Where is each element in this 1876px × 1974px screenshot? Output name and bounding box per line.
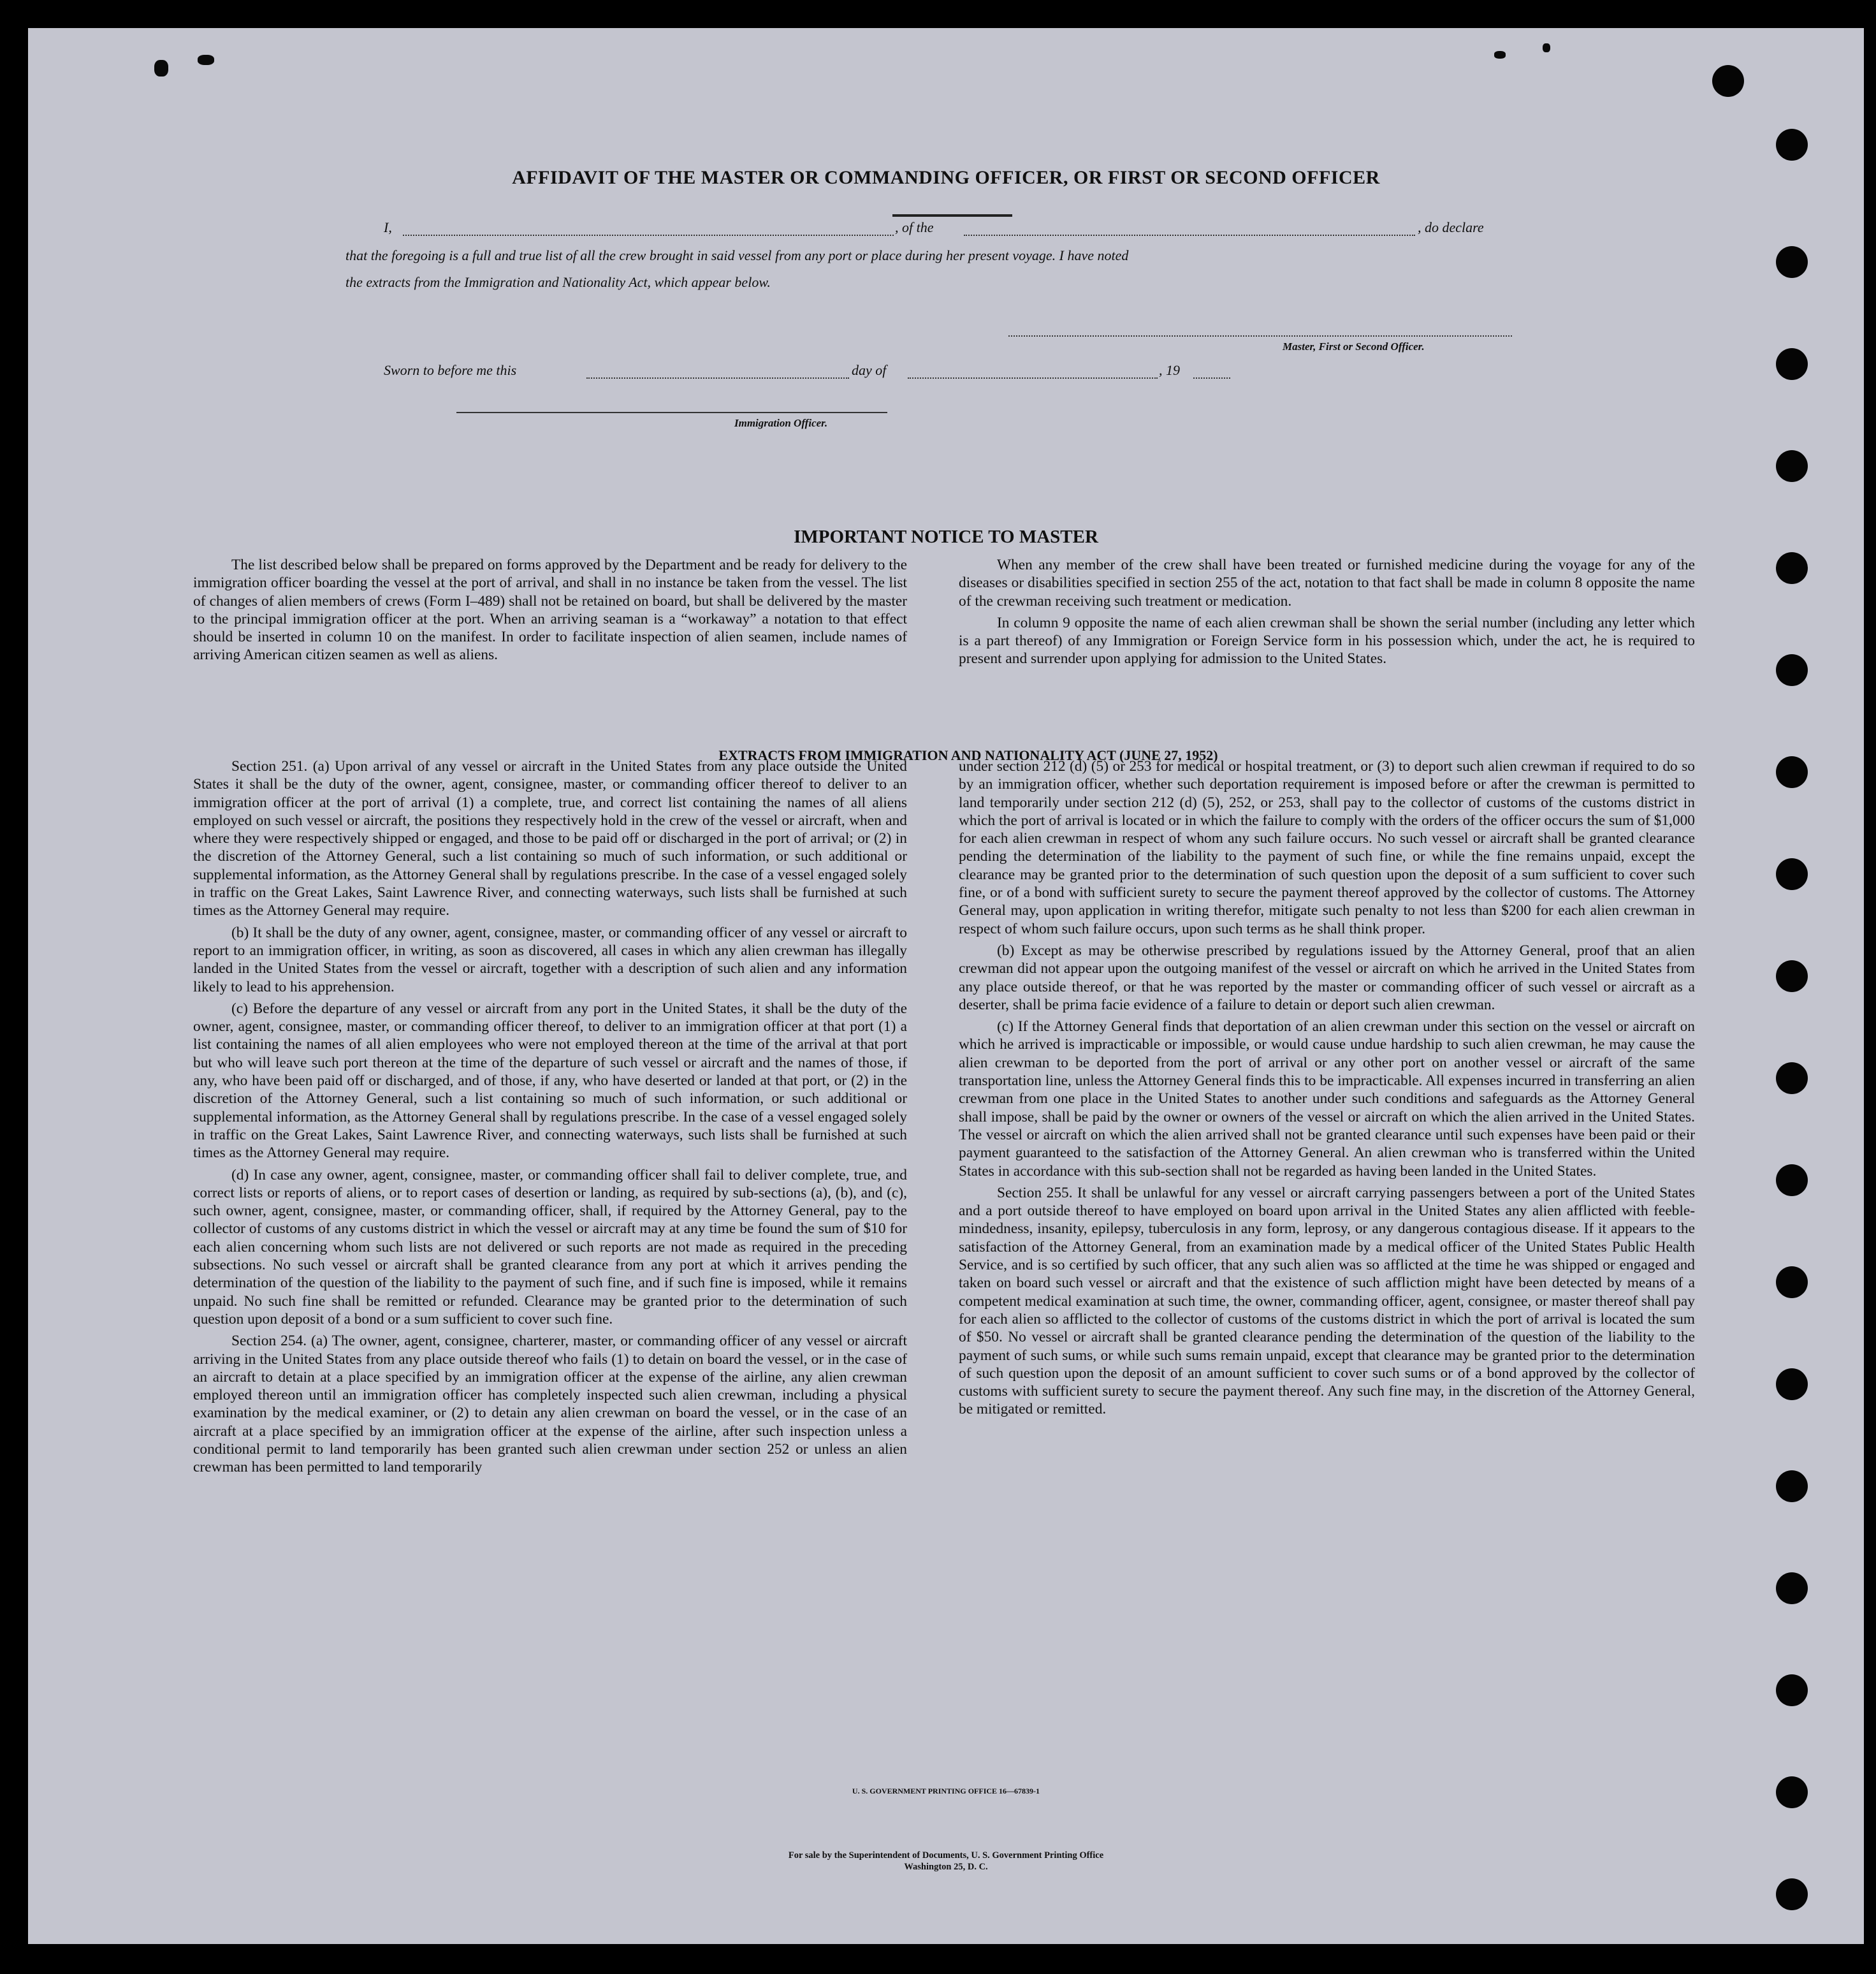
extracts-left-column xyxy=(193,757,907,1480)
sworn-year-field[interactable] xyxy=(1193,377,1230,379)
binder-hole xyxy=(1776,654,1808,686)
notice-right-column xyxy=(959,556,1695,672)
extract-paragraph: (d) In case any owner, agent, consignee, master, or commanding officer shall fail to deliver complete, true, and correct lists or reports of aliens, or to report cases of desertion or landing, as required by sub-sections (a), (b), and (c), such owner, agent, consignee, master, or commanding officer, shall, if required by the Attorney General, pay to the collector of customs of any customs district in which the vessel or aircraft may at any time be found the sum of $10 for each alien concerning whom such lists are not delivered or such reports are not made as required in the preceding subsections. No such vessel or aircraft shall be granted clearance from any port at which it arrives pending the determination of the question of the liability to the payment of such fine, and if such fine is imposed, while it remains unpaid. No such fine shall be remitted or refunded. Clearance may be granted prior to the determination of such question upon deposit of a bond or a sum sufficient to cover such fine. xyxy=(193,1166,907,1327)
ink-speck xyxy=(1543,43,1550,52)
extract-paragraph: (c) If the Attorney General finds that deportation of an alien crewman under this section on the vessel or aircraft on which he arrived is impracticable or impossible, or would cause undue hardship to such alien crewman, he may cause the alien crewman to be deported from the port of arrival or any other port on another vessel or aircraft of the same transportation line, unless the Attorney General finds this to be impracticable. All expenses incurred in transferring an alien crewman from one place in the United States to another under such conditions and safeguards as the Attorney General shall impose, shall be paid by the owner or owners of the vessel or aircraft on which the alien arrived in the United States. The vessel or aircraft on which the alien arrived shall not be granted clearance until such expenses have been paid or their payment guaranteed to the satisfaction of the Attorney General. An alien crewman who is transferred within the United States in accordance with this sub-section shall not be regarded as having been landed in the United States. xyxy=(959,1018,1695,1180)
notice-left-column xyxy=(193,556,907,668)
ink-speck xyxy=(1494,51,1506,59)
binder-hole xyxy=(1776,450,1808,482)
of-the-label: , of the xyxy=(895,219,934,235)
master-signature-field[interactable] xyxy=(1008,335,1512,337)
binder-hole xyxy=(1776,1470,1808,1502)
day-of-label: day of xyxy=(852,362,887,378)
printing-office-imprint: U. S. GOVERNMENT PRINTING OFFICE 16—67839-1 xyxy=(852,1787,1040,1795)
binder-hole xyxy=(1776,1266,1808,1298)
vessel-name-field[interactable] xyxy=(964,235,1415,236)
document-page xyxy=(28,28,1864,1944)
affidavit-line-2: that the foregoing is a full and true list of all the crew brought in said vessel from any port or place during her present voyage. I have noted xyxy=(345,247,1129,263)
sworn-label: Sworn to before me this xyxy=(384,362,517,378)
declarant-name-field[interactable] xyxy=(403,235,894,236)
extract-paragraph: Section 251. (a) Upon arrival of any vessel or aircraft in the United States from any place outside the United States it shall be the duty of the owner, agent, consignee, master, or commanding officer thereof to deliver to an immigration officer at the port of arrival (1) a complete, true, and correct list containing the names of all aliens employed on such vessel or aircraft, the positions they respectively hold in the crew of the vessel or aircraft, when and where they were respectively shipped or engaged, and those to be paid off or discharged in the port of arrival; or (2) in the discretion of the Attorney General, such a list containing so much of such information, or such additional or supplemental information, as the Attorney General shall by regulations prescribe. In the case of a vessel engaged solely in traffic on the Great Lakes, Saint Lawrence River, and connecting waterways, such lists shall be furnished at such times as the Attorney General may require. xyxy=(193,758,907,919)
extract-paragraph: Section 255. It shall be unlawful for any vessel or aircraft carrying passengers between a port of the United States and a port outside thereof to have employed on board upon arrival in the United States any alien afflicted with feeble-mindedness, insanity, epilepsy, tuberculosis in any form, leprosy, or any dangerous contagious disease. If it appears to the satisfaction of the Attorney General, from an examination made by a medical officer of the United States Public Health Service, and is so certified by such officer, that any such alien was so afflicted at the time he was shipped or engaged and taken on board such vessel or aircraft and that the existence of such affliction might have been detected by means of a competent medical examination at such time, the owner, commanding officer, agent, consignee, or master thereof shall pay for each alien so afflicted to the collector of customs of the customs district in which the port of arrival is located the sum of $50. No vessel or aircraft shall be granted clearance pending the determination of the question of the liability to the payment of such sums, or while such sums remain unpaid, except that clearance may be granted prior to the determination of such question upon the deposit of an amount sufficient to cover such sums or of a bond approved by the collector of customs with sufficient surety to secure the payment thereof. Any such fine may, in the discretion of the Attorney General, be mitigated or remitted. xyxy=(959,1184,1695,1418)
do-declare-label: , do declare xyxy=(1418,219,1484,235)
binder-hole xyxy=(1776,1674,1808,1706)
binder-hole xyxy=(1776,552,1808,584)
officer-signature-field[interactable] xyxy=(456,412,887,413)
title-rule xyxy=(892,214,1012,217)
binder-hole xyxy=(1712,65,1744,97)
extracts-right-column xyxy=(959,757,1695,1422)
footer-line-1: For sale by the Superintendent of Documents, U. S. Government Printing Office xyxy=(788,1850,1104,1861)
extract-paragraph: (b) It shall be the duty of any owner, agent, consignee, master, or commanding officer of any vessel or aircraft to report to an immigration officer, in writing, as soon as discovered, all cases in which any alien crewman has illegally landed in the United States from the vessel or aircraft, together with a description of such alien and any information likely to lead to his apprehension. xyxy=(193,924,907,995)
officer-signature-caption: Immigration Officer. xyxy=(734,417,828,429)
declarant-label: I, xyxy=(384,219,392,235)
sales-footer xyxy=(28,1850,1864,1873)
binder-hole xyxy=(1776,1062,1808,1094)
affidavit-title: AFFIDAVIT OF THE MASTER OR COMMANDING OFFICER, OR FIRST OR SECOND OFFICER xyxy=(512,167,1380,188)
notice-paragraph: In column 9 opposite the name of each alien crewman shall be shown the serial number (including any letter which is a part thereof) of any Immigration or Foreign Service form in his possession which, under the act, he is required to present and surrender upon applying for admission to the United States. xyxy=(959,614,1695,668)
ink-speck xyxy=(198,55,214,65)
binder-hole xyxy=(1776,1368,1808,1400)
extract-paragraph: under section 212 (d) (5) or 253 for medical or hospital treatment, or (3) to deport such alien crewman if required to do so by an immigration officer, whether such deportation requirement is imposed before or after the crewman is permitted to land temporarily under section 212 (d) (5), 252, or 253, shall pay to the collector of customs of the customs district in which the port of arrival is located or in which the failure to comply with the orders of the officer occurs the sum of $1,000 for each alien crewman in respect of whom any such failure occurs. No such vessel or aircraft shall be granted clearance pending the determination of the liability to the payment of such fine, or while the fine remains unpaid, except the clearance may be granted prior to the determination of such question upon the deposit of a sum sufficient to cover such fine, or of a bond with sufficient surety to secure the payment thereof approved by the collector of customs. The Attorney General may, upon application in writing therefor, mitigate such penalty to not less than $200 for each alien crewman in respect of whom such failure occurs, upon such terms as he shall think proper. xyxy=(959,758,1695,937)
binder-hole xyxy=(1776,1164,1808,1196)
ink-speck xyxy=(154,60,168,77)
extracts-title: EXTRACTS FROM IMMIGRATION AND NATIONALITY ACT (JUNE 27, 1952) xyxy=(718,747,1218,763)
extract-paragraph: (b) Except as may be otherwise prescribed by regulations issued by the Attorney General, proof that an alien crewman did not appear upon the outgoing manifest of the vessel or aircraft on which he arrived in the United States from any place outside thereof, or that he was reported by the master or commanding officer of such vessel or aircraft as a deserter, shall be prima facie evidence of a failure to detain or deport such alien crewman. xyxy=(959,942,1695,1013)
binder-hole xyxy=(1776,246,1808,278)
notice-title: IMPORTANT NOTICE TO MASTER xyxy=(794,527,1098,547)
notice-paragraph: The list described below shall be prepared on forms approved by the Department and be ready for delivery to the immigration officer boarding the vessel at the port of arrival, and shall in no instance be taken from the vessel. The list of changes of alien members of crews (Form I–489) shall not be retained on board, but shall be delivered by the master to the principal immigration officer at the port. When an arriving seaman is a “workaway” a notation to that effect should be inserted in column 10 on the manifest. In order to facilitate inspection of alien seamen, include names of arriving American citizen seamen as well as aliens. xyxy=(193,557,907,664)
binder-hole xyxy=(1776,858,1808,890)
sworn-month-field[interactable] xyxy=(908,377,1158,379)
extract-paragraph: Section 254. (a) The owner, agent, consignee, charterer, master, or commanding officer of any vessel or aircraft arriving in the United States from any place outside thereof who fails (1) to detain on board the vessel, or in the case of an aircraft to detain at a place specified by an immigration officer at the expense of the airline, any alien crewman employed thereon until an immigration officer has completely inspected such alien crewman, including a physical examination by the medical examiner, or (2) to detain any alien crewman on board the vessel, or in the case of an aircraft at a place specified by an immigration officer at the expense of the airline, after such inspection unless a conditional permit to land temporarily has been granted such alien crewman under section 252 or unless an alien crewman has been permitted to land temporarily xyxy=(193,1333,907,1476)
binder-hole xyxy=(1776,1572,1808,1604)
master-signature-caption: Master, First or Second Officer. xyxy=(1283,340,1425,353)
notice-paragraph: When any member of the crew shall have been treated or furnished medicine during the voyage for any of the diseases or disabilities specified in section 255 of the act, notation to that fact shall be made in column 8 opposite the name of the crewman receiving such treatment or medication. xyxy=(959,557,1695,610)
binder-hole xyxy=(1776,960,1808,992)
binder-hole xyxy=(1776,1878,1808,1910)
affidavit-line-3: the extracts from the Immigration and Nationality Act, which appear below. xyxy=(345,274,771,290)
binder-hole xyxy=(1776,756,1808,788)
binder-hole xyxy=(1776,348,1808,380)
extract-paragraph: (c) Before the departure of any vessel or aircraft from any port in the United States, it shall be the duty of the owner, agent, consignee, master, or commanding officer thereof, to deliver to an immigration officer at that port (1) a list containing the names of all alien employees who were not employed thereon at the time of the arrival at that port but who will leave such port thereon at the time of the departure of such vessel or aircraft and the names of those, if any, who have been paid off or discharged, and of those, if any, who have deserted or landed at that port, or (2) in the discretion of the Attorney General, such a list containing so much of such information, or such additional or supplemental information, as the Attorney General shall by regulations prescribe. In the case of a vessel engaged solely in traffic on the Great Lakes, Saint Lawrence River, and connecting waterways, such lists shall be furnished at such times as the Attorney General may require. xyxy=(193,1000,907,1162)
binder-hole xyxy=(1776,129,1808,161)
year-label: , 19 xyxy=(1159,362,1180,378)
sworn-day-field[interactable] xyxy=(586,377,849,379)
footer-line-2: Washington 25, D. C. xyxy=(904,1862,988,1872)
